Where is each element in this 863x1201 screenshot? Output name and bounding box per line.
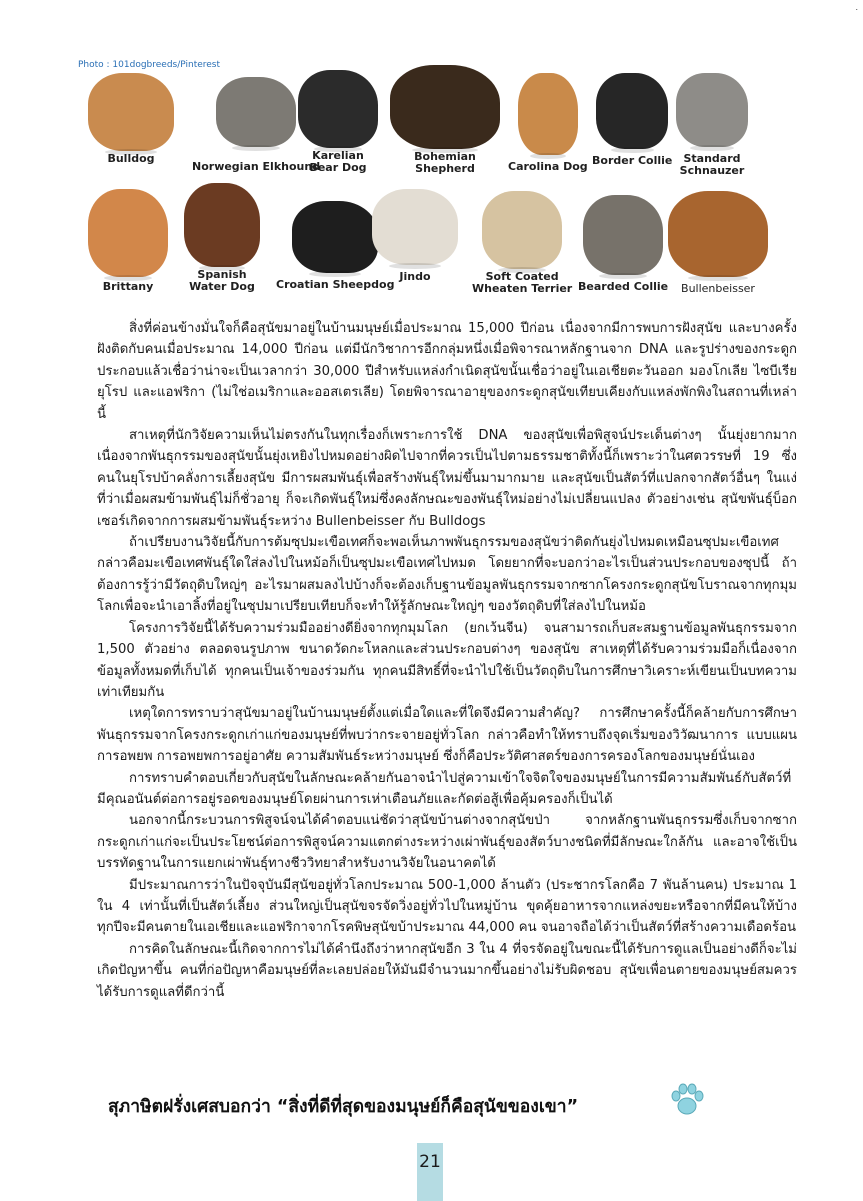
dog-caption: Croatian Sheepdog (276, 278, 395, 291)
dog-croatian-sheepdog-photo (292, 201, 378, 273)
dog-caption: Karelian Bear Dog (309, 149, 367, 174)
dog-bearded-collie (578, 195, 668, 293)
paragraph: สิ่งที่ค่อนข้างมั่นใจก็คือสุนัขมาอยู่ในบ้านมนุษย์เมื่อประมาณ 15,000 ปีก่อน เนื่องจากมีการพบการฝังสุนัข และบางครั้งฝังติดกับคนเมื่อประมาณ 14,000 ปีก่อน แต่มีนักวิชาการอีกกลุ่มหนึ่งเมื่อพิจารณาหลักฐานจาก DNA และรูปร่างของกระดูกประกอบแล้วเชื่อว่าน่าจะเป็นเวลากว่า 30,000 ปีสำหรับแหล่งกำเนิดสุนัขนั้นเชื่อว่าอยู่ในเอเชียตะวันออก มองโกเลีย ไซบีเรีย ยุโรป และแอฟริกา (ไม่ใช่อเมริกาและออสเตรเลีย) โดยพิจารณาอายุของกระดูกสุนัขเทียบเคียงกับแหล่งพักพิงในสถานที่เหล่านี้ (97, 321, 797, 422)
paragraph: การคิดในลักษณะนี้เกิดจากการไม่ได้คำนึงถึงว่าหากสุนัขอีก 3 ใน 4 ที่จรจัดอยู่ในขณะนี้ได้รับการดูแลเป็นอย่างดีก็จะไม่เกิดปัญหาขึ้น คนที่ก่อปัญหาคือมนุษย์ที่ละเลยปล่อยให้มันมีจำนวนมากขึ้นอย่างไม่รับผิดชอบ สุนัขเพื่อนตายของมนุษย์สมควรได้รับการดูแลที่ดีกว่านี้ (97, 941, 797, 1000)
paragraph: นอกจากนี้กระบวนการพิสูจน์จนได้คำตอบแน่ชัดว่าสุนัขบ้านต่างจากสุนัขป่า จากหลักฐานพันธุกรรมซึ่งเก็บจากซากกระดูกเก่าแก่จะเป็นประโยชน์ต่อการพิสูจน์ความแตกต่างระหว่างเผ่าพันธุ์ของสัตว์บางชนิดที่มีลักษณะใกล้กัน และอาจใช้เป็นบรรทัดฐานในการแยกเผ่าพันธุ์ทางชีววิทยาสำหรับงานวิจัยในอนาคตได้ (97, 813, 797, 872)
dog-caption: Jindo (399, 270, 431, 283)
dog-breeds-figure (80, 65, 785, 305)
dog-caption: Carolina Dog (508, 160, 588, 173)
dog-caption: Spanish Water Dog (189, 268, 255, 293)
dog-karelian-bear-dog (298, 70, 378, 174)
dog-spanish-water-dog (184, 183, 260, 293)
dog-jindo (372, 189, 458, 283)
dog-standard-schnauzer-photo (676, 73, 748, 147)
dog-bohemian-shepherd (390, 65, 500, 175)
page-number: 21 (419, 1152, 441, 1172)
paragraph: มีประมาณการว่าในปัจจุบันมีสุนัขอยู่ทั่วโลกประมาณ 500-1,000 ล้านตัว (ประชากรโลกคือ 7 พันล้านคน) ประมาณ 1 ใน 4 เท่านั้นที่เป็นสัตว์เลี้ยง ส่วนใหญ่เป็นสุนัขจรจัดวิ่งอยู่ทั่วไปในหมู่บ้าน ขุดคุ้ยอาหารจากแหล่งขยะหรือจากที่มีคนให้บ้าง ทุกปีจะมีคนตายในเอเชียและแอฟริกาจากโรคพิษสุนัขบ้าประมาณ 44,000 คน จนอาจถือได้ว่าเป็นสัตว์ที่สร้างความเดือดร้อน (97, 877, 797, 936)
dog-caption: Norwegian Elkhound (192, 160, 321, 173)
article-body (97, 318, 797, 1003)
dog-caption: Border Collie (592, 154, 673, 167)
dog-karelian-bear-dog-photo (298, 70, 378, 148)
paragraph: เหตุใดการทราบว่าสุนัขมาอยู่ในบ้านมนุษย์ตั้งแต่เมื่อใดและที่ใดจึงมีความสำคัญ? การศึกษาครั้งนี้ก็คล้ายกับการศึกษาพันธุกรรมจากโครงกระดูกเก่าแก่ของมนุษย์ที่พบว่ากระจายอยู่ทั่วโลก กล่าวคือทำให้ทราบถึงจุดเริ่มของวิวัฒนาการ แบบแผนการอพยพ การอพยพการอยู่อาศัย ความสัมพันธ์ระหว่างมนุษย์ ซึ่งก็คือประวัติศาสตร์ของการครองโลกของมนุษย์นั่นเอง (97, 706, 797, 765)
paragraph: การทราบคำตอบเกี่ยวกับสุนัขในลักษณะคล้ายกันอาจนำไปสู่ความเข้าใจจิตใจของมนุษย์ในการมีความสัมพันธ์กับสัตว์ที่มีคุณอนันต์ต่อการอยู่รอดของมนุษย์โดยผ่านการเห่าเตือนภัยและกัดต่อสู้เพื่อคุ้มครองก็เป็นได้ (97, 770, 792, 807)
dog-caption: Soft Coated Wheaten Terrier (472, 270, 573, 295)
dog-bullenbeisser-photo (668, 191, 768, 277)
dog-bullenbeisser (668, 191, 768, 295)
dog-border-collie-photo (596, 73, 668, 149)
dog-spanish-water-dog-photo (184, 183, 260, 267)
proverb-quote: สุภาษิตฝรั่งเศสบอกว่า “สิ่งที่ดีที่สุดของมนุษย์ก็คือสุนัขของเขา” (108, 1097, 579, 1117)
dog-caption: Standard Schnauzer (679, 152, 745, 177)
dog-caption: Bohemian Shepherd (414, 150, 476, 175)
dog-bohemian-shepherd-photo (390, 65, 500, 149)
paragraph: ถ้าเปรียบงานวิจัยนี้กับการต้มซุปมะเขือเทศก็จะพอเห็นภาพพันธุกรรมของสุนัขว่าติดกันยุ่งไปหมดเหมือนซุปมะเขือเทศ กล่าวคือมะเขือเทศพันธุ์ใดใส่ลงไปในหม้อก็เป็นซุปมะเขือเทศไปหมด โดยยากที่จะบอกว่าอะไรเป็นส่วนประกอบของซุปนี้ ถ้าต้องการรู้ว่ามีวัตถุดิบใหญ่ๆ อะไรมาผสมลงไปบ้างก็จะต้องเก็บฐานข้อมูลพันธุกรรมจากซากโครงกระดูกสุนัขโบราณจากทุกมุมโลกเพื่อจะนำเอาลิ้งที่อยู่ในซุปมาเปรียบเทียบก็จะทำให้รู้ลักษณะใหญ่ๆ ของวัตถุดิบที่ใส่ลงไปในหม้อ (97, 535, 797, 615)
dog-brittany (88, 189, 168, 293)
dog-norwegian-elkhound-photo (216, 77, 296, 147)
photo-credit: Photo : 101dogbreeds/Pinterest (78, 60, 221, 70)
dog-carolina-dog (508, 73, 588, 173)
dog-soft-coated-wheaten-terrier (472, 191, 572, 295)
dog-bearded-collie-photo (583, 195, 663, 275)
dog-standard-schnauzer (676, 73, 748, 177)
paragraph: โครงการวิจัยนี้ได้รับความร่วมมืออย่างดียิ่งจากทุกมุมโลก (ยกเว้นจีน) จนสามารถเก็บสะสมฐานข้อมูลพันธุกรรมจาก 1,500 ตัวอย่าง ตลอดจนรูปภาพ ขนาดวัดกะโหลกและส่วนประกอบต่างๆ ของสุนัข สาเหตุที่ได้รับความร่วมมือก็เนื่องจากข้อมูลทั้งหมดที่เก็บได้ ทุกคนเป็นเจ้าของร่วมกัน ทุกคนมีสิทธิ์ที่จะนำไปใช้เป็นวัตถุดิบในการศึกษาวิเคราะห์เขียนเป็นบทความเท่าเทียมกัน (97, 620, 797, 700)
dog-caption: Bearded Collie (578, 280, 669, 293)
corner-mark: . (855, 3, 858, 12)
dog-jindo-photo (372, 189, 458, 265)
dog-caption: Brittany (102, 280, 154, 293)
dog-bulldog (88, 73, 174, 165)
dog-wheaten-terrier-photo (482, 191, 562, 269)
dog-border-collie (592, 73, 672, 167)
paragraph: สาเหตุที่นักวิจัยความเห็นไม่ตรงกันในทุกเรื่องก็เพราะการใช้ DNA ของสุนัขเพื่อพิสูจน์ประเด็นต่างๆ นั้นยุ่งยากมากเนื่องจากพันธุกรรมของสุนัขนั้นยุ่งเหยิงไปหมดอย่างผิดไปจากที่ควรเป็นไปตามธรรมชาติทั้งนี้ก็เพราะว่าในศตวรรษที่ 19 ซึ่งคนในยุโรปบ้าคลั่งการเลี้ยงสุนัข มีการผสมพันธุ์เพื่อสร้างพันธุ์ใหม่ขึ้นมามากมาย และสุนัขเป็นสัตว์ที่แปลกจากสัตว์อื่นๆ ในแง่ที่ว่าเมื่อผสมข้ามพันธุ์ไม่ก็ชั่วอายุ ก็จะเกิดพันธุ์ใหม่ซึ่งคงลักษณะของพันธุ์ใหม่อย่างไม่เปลี่ยนแปลง ตัวอย่างเช่น สุนัขพันธุ์บ็อกเซอร์เกิดจากการผสมข้ามพันธุ์ระหว่าง Bullenbeisser กับ Bulldogs (97, 428, 797, 529)
dog-caption: Bullenbeisser (681, 282, 755, 295)
dog-brittany-photo (88, 189, 168, 277)
dog-caption: Bulldog (107, 152, 155, 165)
dog-bulldog-photo (88, 73, 174, 151)
dog-carolina-dog-photo (518, 73, 578, 155)
paw-print-icon (667, 1080, 707, 1120)
